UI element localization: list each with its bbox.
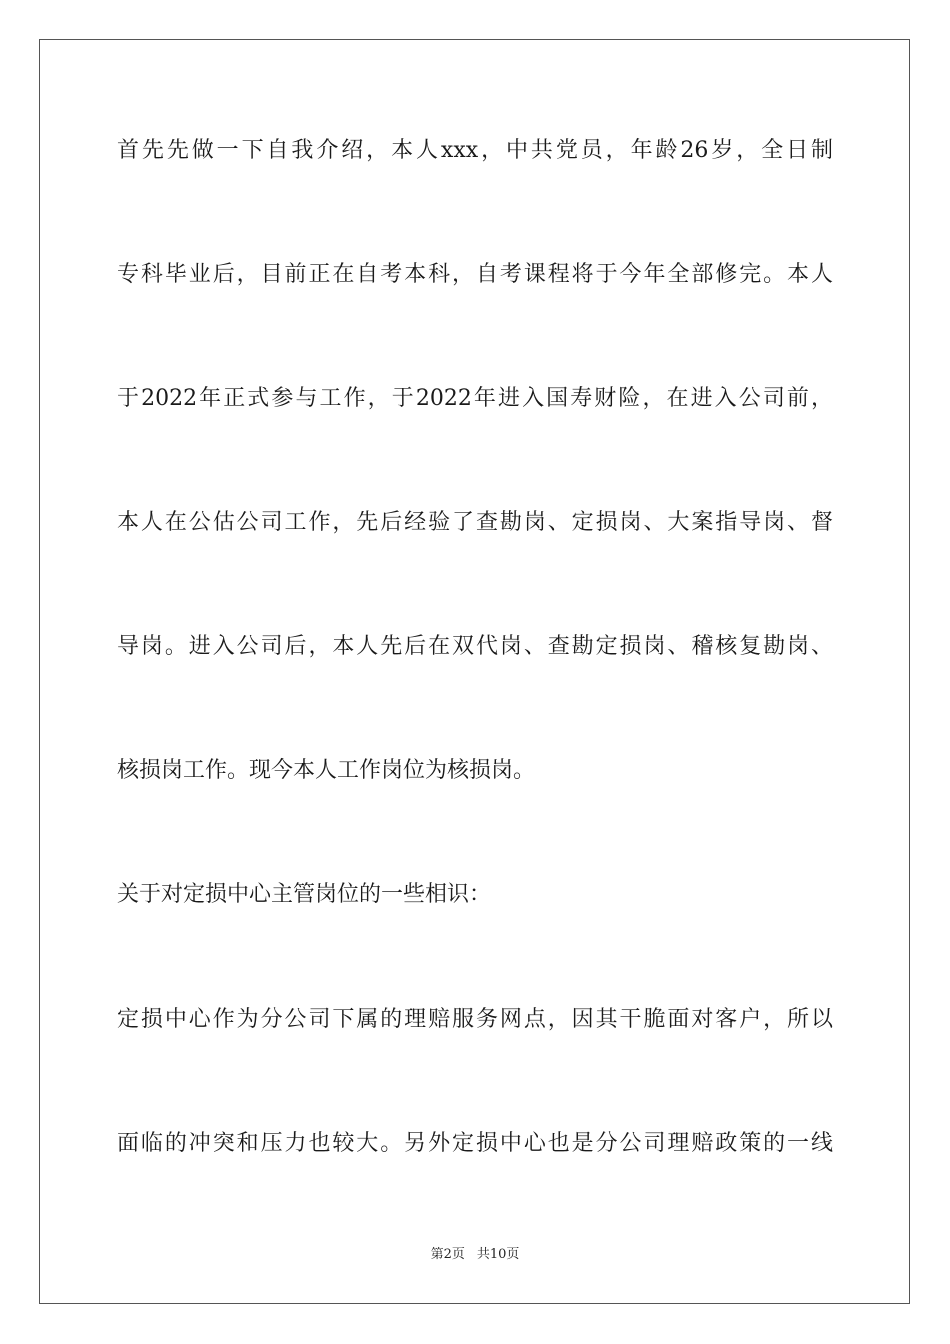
- page-number: 第2页: [430, 1247, 465, 1262]
- paragraph-line: 首先先做一下自我介绍，本人xxx，中共党员，年龄26岁，全日制: [117, 138, 833, 163]
- page-footer: [0, 1245, 950, 1265]
- paragraph-line: 核损岗工作。现今本人工作岗位为核损岗。: [117, 758, 536, 783]
- section-heading-line: 关于对定损中心主管岗位的一些相识：: [117, 882, 492, 907]
- text-line-1: [117, 131, 833, 171]
- paragraph-line: 定损中心作为分公司下属的理赔服务网点，因其干脆面对客户，所以: [117, 1007, 833, 1032]
- paragraph-line: 导岗。进入公司后，本人先后在双代岗、查勘定损岗、稽核复勘岗、: [117, 634, 833, 659]
- text-line-2: [117, 255, 833, 295]
- paragraph-line: 本人在公估公司工作，先后经验了查勘岗、定损岗、大案指导岗、督: [117, 510, 833, 535]
- paragraph-line: 专科毕业后，目前正在自考本科，自考课程将于今年全部修完。本人: [117, 262, 833, 287]
- paragraph-line: 于2022年正式参与工作，于2022年进入国寿财险，在进入公司前，: [117, 386, 833, 411]
- text-line-7: [117, 875, 833, 915]
- text-line-3: [117, 379, 833, 419]
- paragraph-line: 面临的冲突和压力也较大。另外定损中心也是分公司理赔政策的一线: [117, 1131, 833, 1156]
- text-line-9: [117, 1124, 833, 1164]
- page-border: [39, 39, 910, 1304]
- page-total: 共10页: [476, 1247, 520, 1262]
- text-line-8: [117, 1000, 833, 1040]
- text-line-6: [117, 751, 833, 791]
- text-line-5: [117, 627, 833, 667]
- text-line-4: [117, 503, 833, 543]
